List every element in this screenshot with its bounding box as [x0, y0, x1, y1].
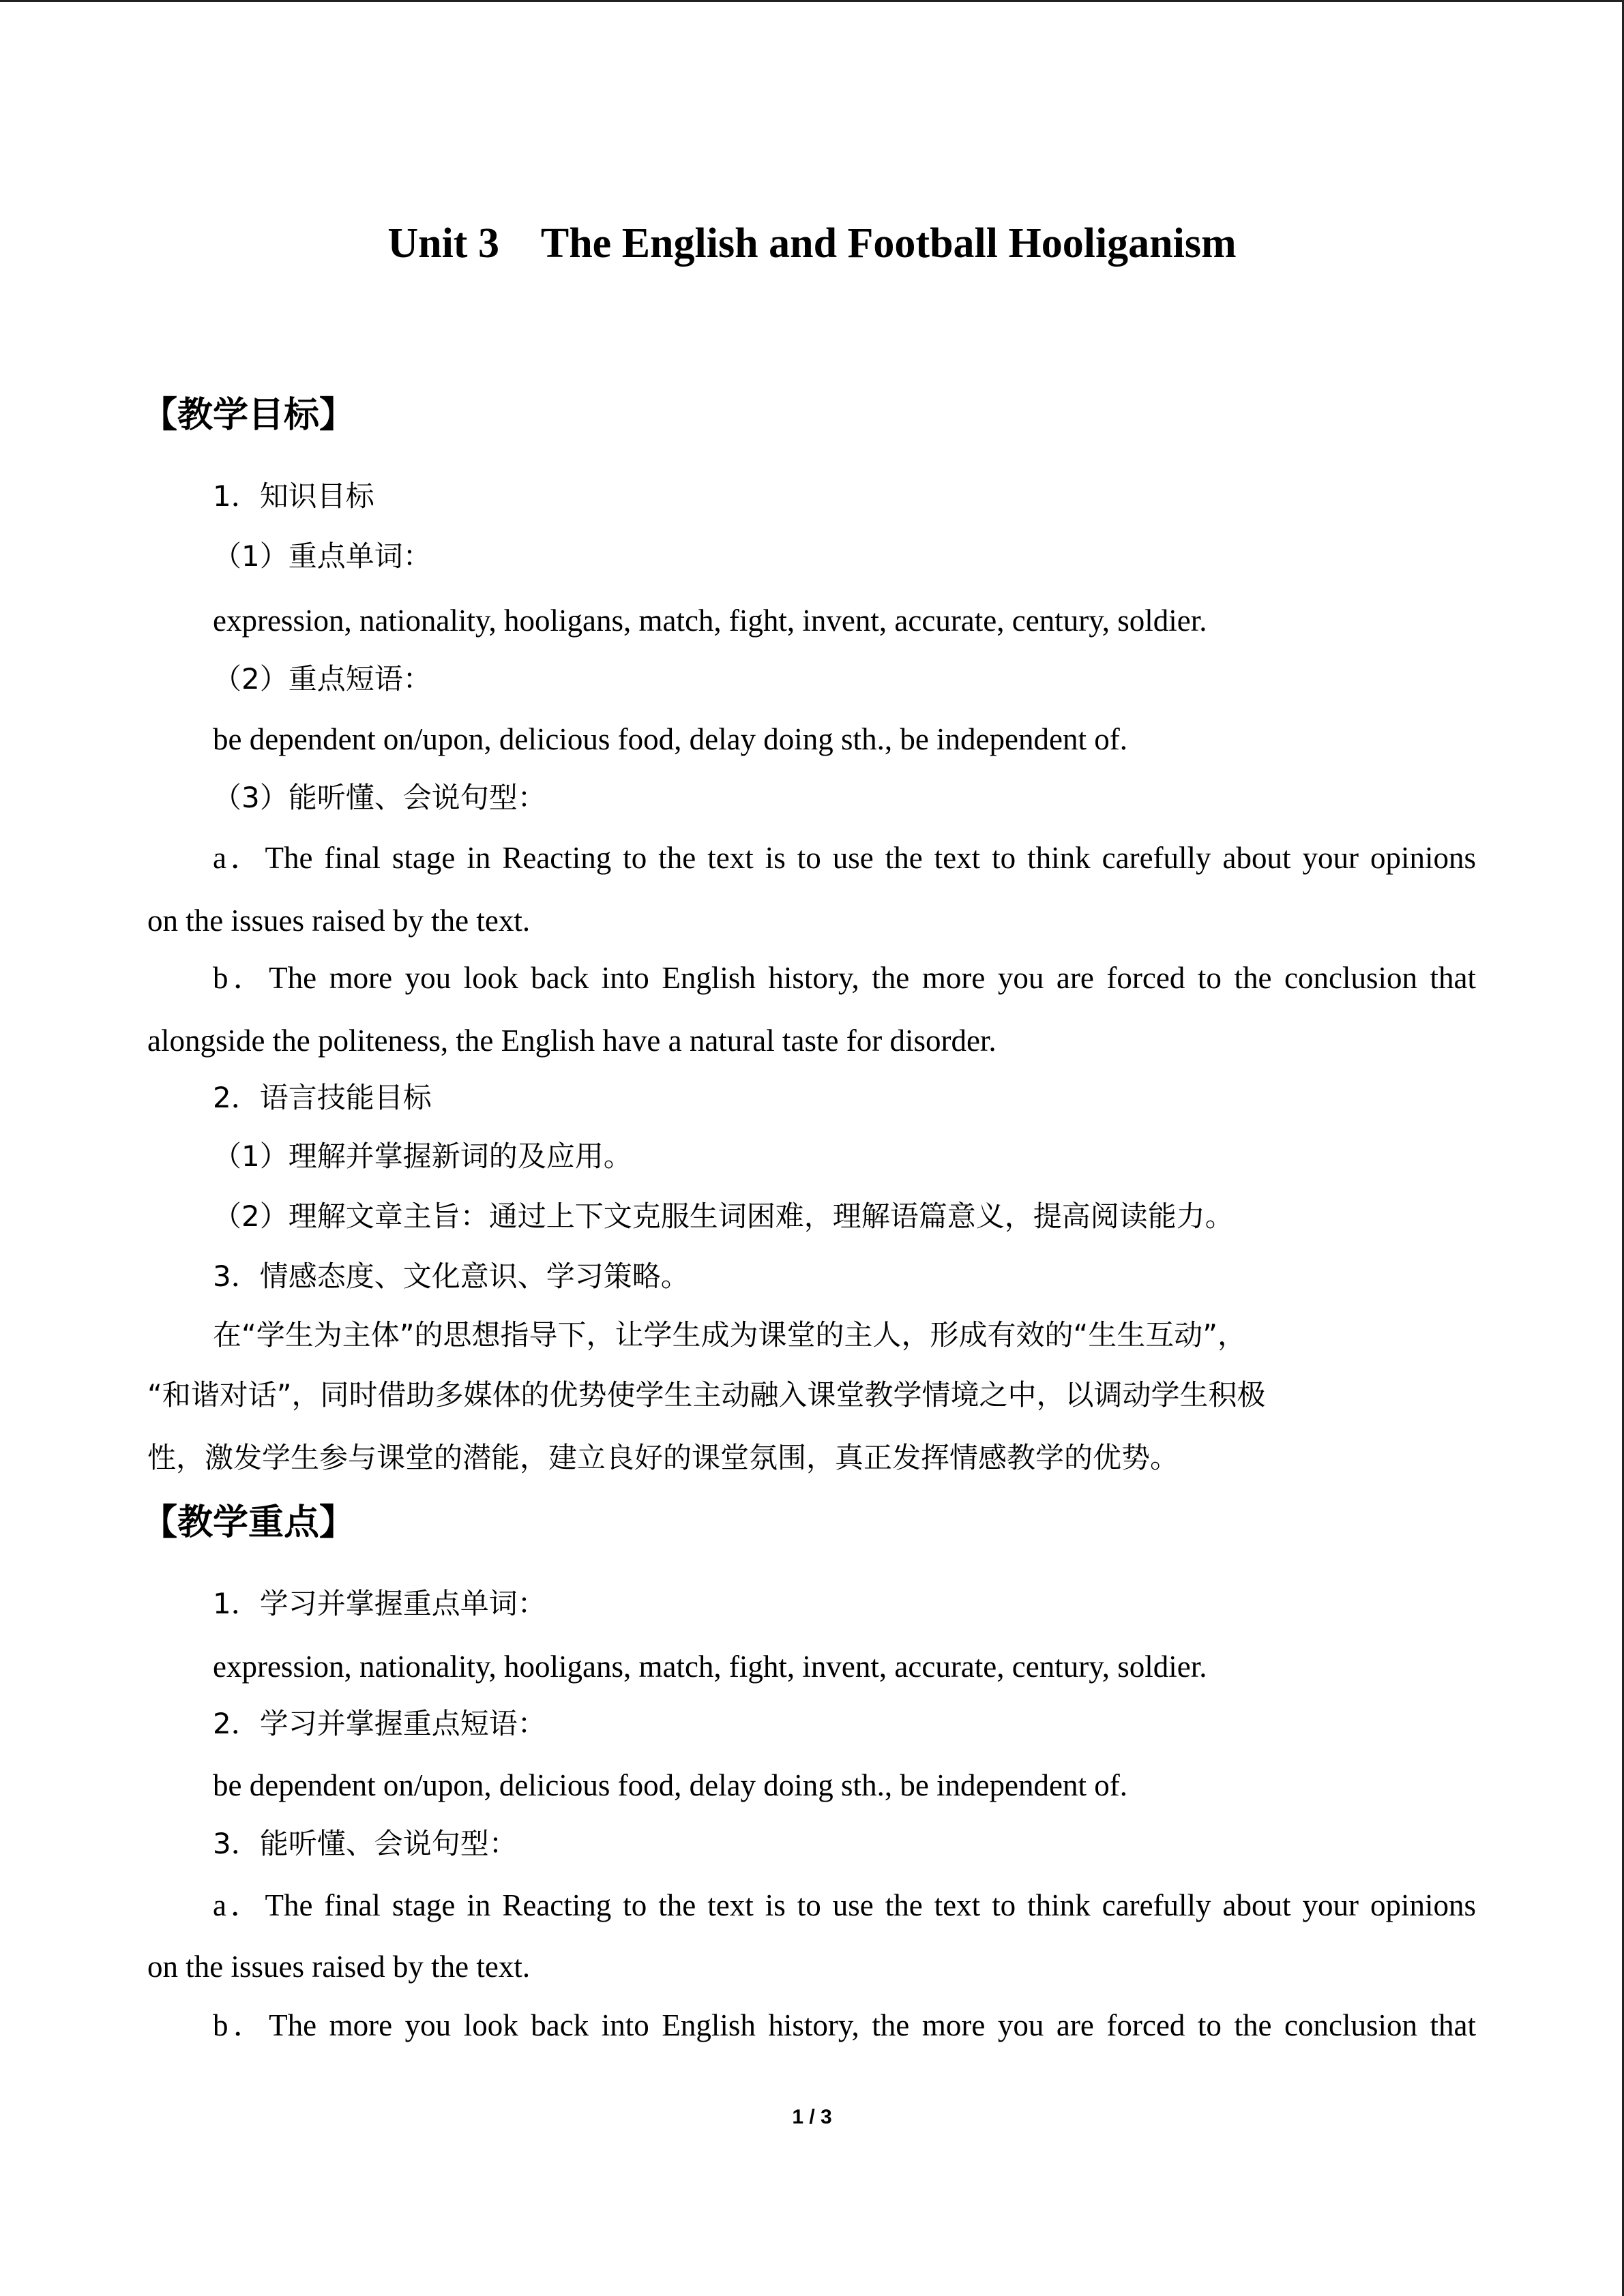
objective-line: “和谐对话”，同时借助多媒体的优势使学生主动融入课堂教学情境之中，以调动学生积极 — [147, 1378, 1266, 1412]
key-point-line: a．The final stage in Reacting to the text is to use the text to think carefully about your opinions — [213, 1888, 1476, 1922]
objective-line: be dependent on/upon, delicious food, delay doing sth., be independent of. — [213, 722, 1127, 756]
key-point-line: 1．学习并掌握重点单词： — [213, 1587, 546, 1620]
key-point-line: 3．能听懂、会说句型： — [213, 1827, 518, 1860]
objective-line: on the issues raised by the text. — [147, 904, 531, 938]
objective-line: b．The more you look back into English history, the more you are forced to the conclusion that — [213, 961, 1476, 995]
key-point-line: be dependent on/upon, delicious food, delay doing sth., be independent of. — [213, 1768, 1127, 1802]
objective-line: 在“学生为主体”的思想指导下，让学生成为课堂的主人，形成有效的“生生互动”， — [213, 1318, 1247, 1352]
objective-line: 2．语言技能目标 — [213, 1081, 432, 1114]
document-title: Unit 3 The English and Football Hooliganism — [387, 220, 1237, 267]
objective-line: 3．情感态度、文化意识、学习策略。 — [213, 1259, 690, 1293]
key-point-line: b．The more you look back into English history, the more you are forced to the conclusion that — [213, 2008, 1476, 2042]
objective-line: （3）能听懂、会说句型： — [213, 781, 546, 814]
objective-line: expression, nationality, hooligans, match, fight, invent, accurate, century, soldier. — [213, 603, 1207, 638]
objective-line: （2）重点短语： — [213, 662, 432, 696]
objective-line: （2）理解文章主旨：通过上下文克服生词困难，理解语篇意义，提高阅读能力。 — [213, 1199, 1234, 1233]
objective-line: （1）重点单词： — [213, 539, 432, 573]
section-heading-key-points: 【教学重点】 — [142, 1502, 355, 1543]
section-heading-objectives: 【教学目标】 — [142, 395, 355, 436]
objective-line: （1）理解并掌握新词的及应用。 — [213, 1139, 632, 1173]
key-point-line: on the issues raised by the text. — [147, 1950, 531, 1984]
objective-line: 性，激发学生参与课堂的潜能，建立良好的课堂氛围，真正发挥情感教学的优势。 — [147, 1441, 1179, 1474]
objective-line: alongside the politeness, the English have a natural taste for disorder. — [147, 1024, 996, 1058]
objective-line: 1．知识目标 — [213, 479, 374, 513]
key-point-line: expression, nationality, hooligans, match, fight, invent, accurate, century, soldier. — [213, 1650, 1207, 1684]
key-point-line: 2．学习并掌握重点短语： — [213, 1707, 546, 1740]
objective-line: a．The final stage in Reacting to the text is to use the text to think carefully about your opinions — [213, 841, 1476, 875]
page-number: 1 / 3 — [792, 2106, 832, 2128]
